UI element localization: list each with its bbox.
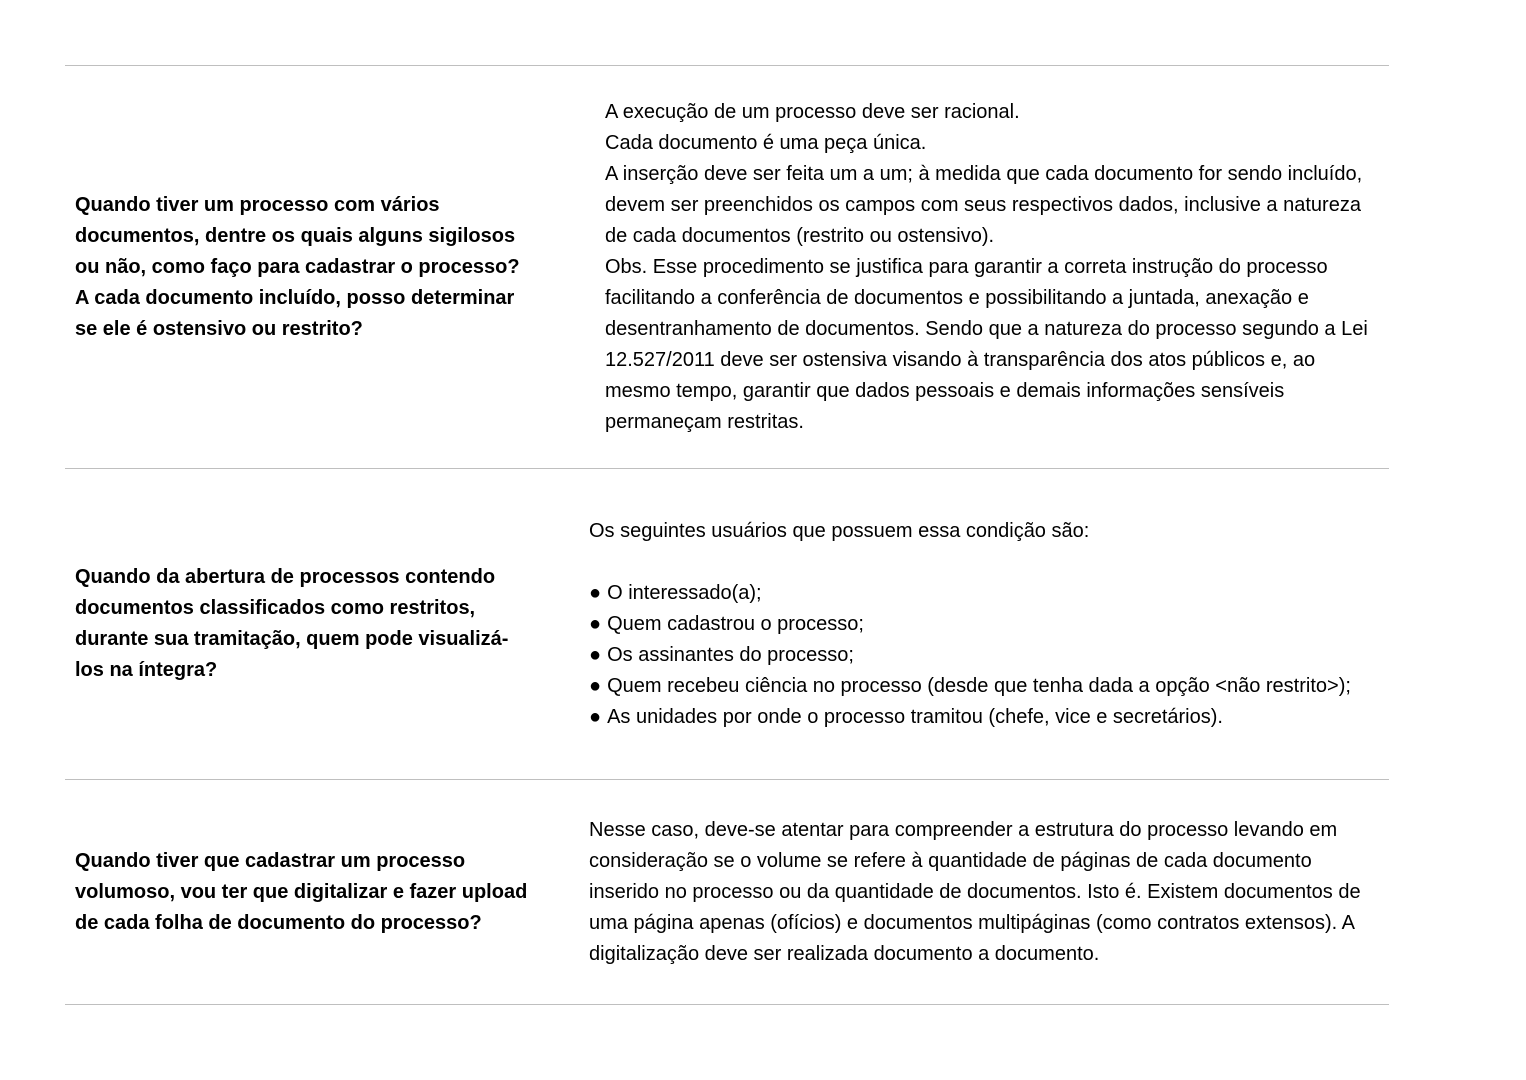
answer-line: A inserção deve ser feita um a um; à medida que cada documento for sendo incluído, devem ser preenchidos os campos com seus respectivos dados, inclusive a natureza de cada documentos (restrito ou ostensivo). [605, 162, 1363, 247]
faq-row [65, 66, 1389, 468]
row-divider [65, 1004, 1389, 1005]
faq-answer [605, 97, 1385, 438]
answer-line: Cada documento é uma peça única. [605, 131, 927, 154]
faq-question: Quando tiver um processo com vários documentos, dentre os quais alguns sigilosos ou não, como faço para cadastrar o processo? A cada documento incluído, posso determinar se ele é ostensivo ou restrito? [75, 193, 520, 340]
bullet-item: ● Quem cadastrou o processo; [589, 609, 1379, 640]
bullet-item: ● As unidades por onde o processo tramitou (chefe, vice e secretários). [589, 702, 1379, 733]
answer-line: A execução de um processo deve ser racional. [605, 100, 1020, 123]
faq-answer [589, 516, 1379, 733]
faq-question: Quando da abertura de processos contendo documentos classificados como restritos, durante sua tramitação, quem pode visualizá-los na íntegra? [75, 566, 509, 681]
faq-answer [589, 815, 1379, 970]
answer-intro: Os seguintes usuários que possuem essa condição são: [589, 519, 1090, 542]
bullet-item: ● Quem recebeu ciência no processo (desde que tenha dada a opção <não restrito>); [589, 671, 1379, 702]
answer-line: Obs. Esse procedimento se justifica para garantir a correta instrução do processo facilitando a conferência de documentos e possibilitando a juntada, anexação e desentranhamento de documentos. Sendo que a natureza do processo segundo a Lei 12.527/2011 deve ser ostensiva visando à transparência dos atos públicos e, ao mesmo tempo, garantir que dados pessoais e demais informações sensíveis permaneçam restritas. [605, 255, 1368, 433]
faq-row [65, 780, 1389, 1004]
answer-text: Nesse caso, deve-se atentar para compreender a estrutura do processo levando em consideração se o volume se refere à quantidade de páginas de cada documento inserido no processo ou da quantidade de documentos. Isto é. Existem documentos de uma página apenas (ofícios) e documentos multipáginas (como contratos extensos). A digitalização deve ser realizada documento a documento. [589, 818, 1361, 965]
faq-row [65, 469, 1389, 779]
faq-question: Quando tiver que cadastrar um processo volumoso, vou ter que digitalizar e fazer upload de cada folha de documento do processo? [75, 849, 528, 934]
bullet-item: ● Os assinantes do processo; [589, 640, 1379, 671]
bullet-item: ● O interessado(a); [589, 578, 1379, 609]
faq-table [65, 65, 1389, 1005]
blank-line [589, 547, 1379, 578]
